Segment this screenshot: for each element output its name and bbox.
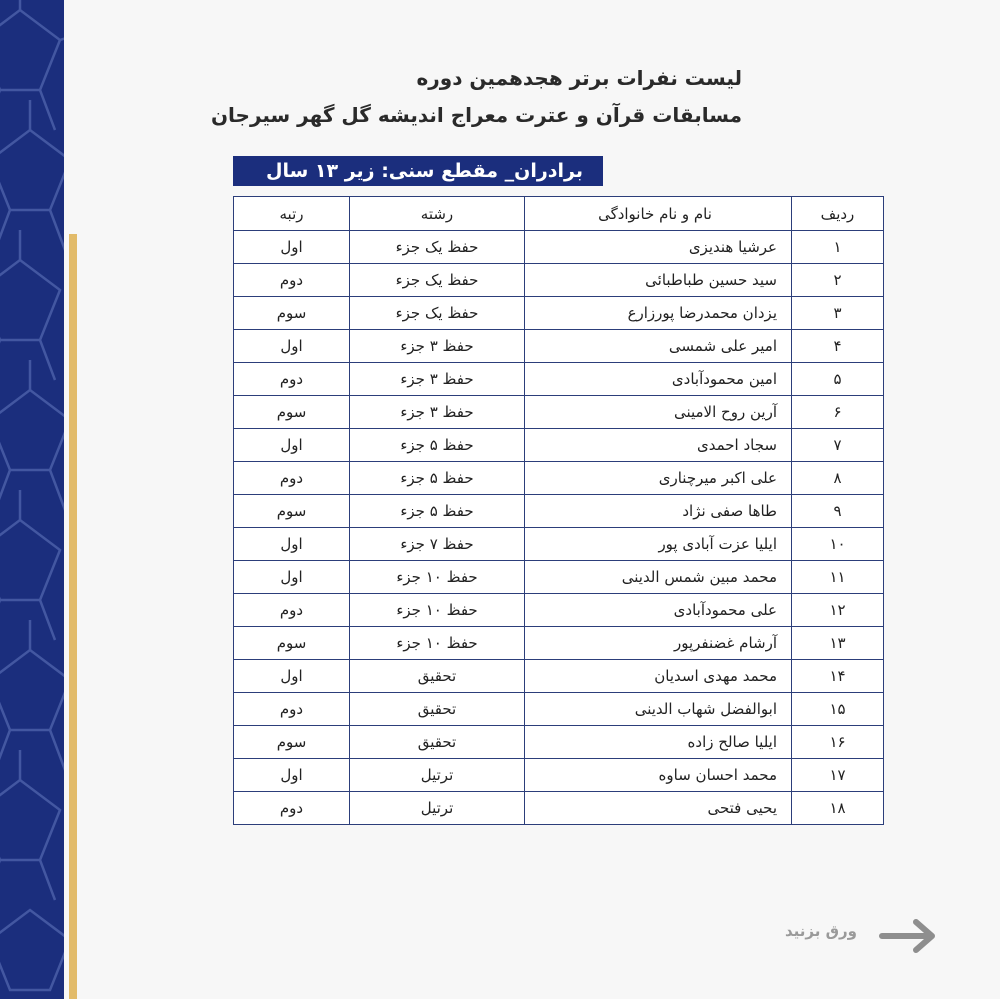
cell-rank: اول [234,561,350,594]
table-row [234,231,884,264]
cell-rank: سوم [234,726,350,759]
table-row [234,330,884,363]
cell-field: حفظ ۱۰ جزء [350,561,525,594]
cell-index: ۱ [792,231,884,264]
header-index: ردیف [792,197,884,231]
cell-field: تحقیق [350,660,525,693]
table-row [234,462,884,495]
cell-rank: دوم [234,693,350,726]
cell-rank: اول [234,330,350,363]
cell-field: حفظ ۳ جزء [350,396,525,429]
header-rank: رتبه [234,197,350,231]
cell-rank: سوم [234,396,350,429]
arrow-right-icon[interactable] [878,916,940,956]
cell-field: تحقیق [350,693,525,726]
table-row [234,561,884,594]
cell-name: امیر علی شمسی [525,330,792,363]
cell-rank: اول [234,231,350,264]
cell-field: حفظ ۱۰ جزء [350,594,525,627]
cell-index: ۱۰ [792,528,884,561]
cell-rank: سوم [234,297,350,330]
cell-field: حفظ یک جزء [350,264,525,297]
table-row [234,264,884,297]
table-row [234,495,884,528]
gold-accent-line [69,234,77,999]
table-row [234,759,884,792]
cell-name: آرین روح الامینی [525,396,792,429]
cell-field: تحقیق [350,726,525,759]
cell-index: ۱۴ [792,660,884,693]
cell-name: ایلیا صالح زاده [525,726,792,759]
cell-field: ترتیل [350,792,525,825]
cell-field: حفظ ۳ جزء [350,363,525,396]
table-header-row [234,197,884,231]
table-row [234,594,884,627]
table-row [234,396,884,429]
cell-field: حفظ یک جزء [350,231,525,264]
cell-index: ۲ [792,264,884,297]
cell-index: ۸ [792,462,884,495]
section-banner: برادران_ مقطع سنی: زیر ۱۳ سال [233,156,603,186]
cell-name: عرشیا هندیزی [525,231,792,264]
table-row [234,429,884,462]
cell-name: محمد احسان ساوه [525,759,792,792]
cell-rank: سوم [234,495,350,528]
cell-rank: دوم [234,594,350,627]
cell-name: طاها صفی نژاد [525,495,792,528]
table-row [234,528,884,561]
cell-field: حفظ ۷ جزء [350,528,525,561]
header-field: رشته [350,197,525,231]
cell-index: ۶ [792,396,884,429]
cell-field: حفظ یک جزء [350,297,525,330]
next-page-label[interactable]: ورق بزنید [785,922,857,940]
cell-name: ابوالفضل شهاب الدینی [525,693,792,726]
table-row [234,726,884,759]
cell-field: حفظ ۵ جزء [350,462,525,495]
cell-rank: دوم [234,462,350,495]
cell-field: حفظ ۱۰ جزء [350,627,525,660]
cell-name: یحیی فتحی [525,792,792,825]
cell-name: علی اکبر میرچناری [525,462,792,495]
cell-field: حفظ ۵ جزء [350,495,525,528]
cell-index: ۱۱ [792,561,884,594]
page-title-line1: لیست نفرات برتر هجدهمین دوره [416,66,742,90]
page-title-line2: مسابقات قرآن و عترت معراج اندیشه گل گهر سیرجان [210,103,742,127]
cell-index: ۱۳ [792,627,884,660]
cell-index: ۱۲ [792,594,884,627]
cell-rank: دوم [234,792,350,825]
table-row [234,693,884,726]
cell-index: ۳ [792,297,884,330]
cell-rank: سوم [234,627,350,660]
cell-rank: اول [234,429,350,462]
cell-index: ۱۷ [792,759,884,792]
cell-name: امین محمودآبادی [525,363,792,396]
cell-name: آرشام غضنفرپور [525,627,792,660]
cell-index: ۷ [792,429,884,462]
cell-name: ایلیا عزت آبادی پور [525,528,792,561]
cell-field: حفظ ۳ جزء [350,330,525,363]
cell-rank: اول [234,660,350,693]
decorative-pattern-band [0,0,64,999]
table-body [234,231,884,825]
cell-rank: اول [234,528,350,561]
cell-index: ۱۸ [792,792,884,825]
cell-index: ۹ [792,495,884,528]
cell-name: محمد مهدی اسدیان [525,660,792,693]
table-row [234,363,884,396]
results-table [233,196,884,825]
cell-name: علی محمودآبادی [525,594,792,627]
cell-name: سید حسین طباطبائی [525,264,792,297]
cell-name: سجاد احمدی [525,429,792,462]
cell-name: یزدان محمدرضا پورزارع [525,297,792,330]
table-row [234,660,884,693]
header-name: نام و نام خانوادگی [525,197,792,231]
geometric-pattern-icon [0,0,64,999]
cell-field: حفظ ۵ جزء [350,429,525,462]
table-row [234,297,884,330]
cell-rank: اول [234,759,350,792]
cell-field: ترتیل [350,759,525,792]
cell-index: ۴ [792,330,884,363]
cell-index: ۱۶ [792,726,884,759]
cell-index: ۱۵ [792,693,884,726]
cell-rank: دوم [234,363,350,396]
cell-rank: دوم [234,264,350,297]
cell-index: ۵ [792,363,884,396]
table-row [234,792,884,825]
cell-name: محمد مبین شمس الدینی [525,561,792,594]
table-row [234,627,884,660]
